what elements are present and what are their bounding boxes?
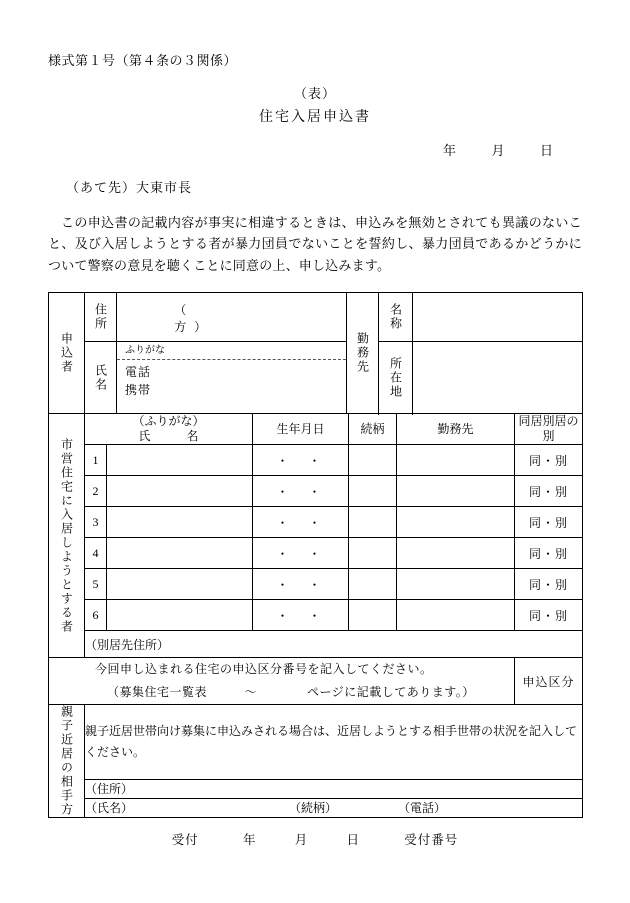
members-header-workplace: 勤務先 — [397, 414, 515, 445]
footer-day: 日 — [346, 832, 361, 847]
workplace-label: 勤務先 — [355, 332, 370, 375]
member-relation-field[interactable] — [349, 445, 397, 476]
member-name-field[interactable] — [107, 569, 253, 600]
date-line — [48, 140, 582, 159]
kinkyo-name-row[interactable] — [85, 798, 583, 817]
member-workplace-field[interactable] — [397, 507, 515, 538]
member-birth-field[interactable]: ・ ・ — [253, 507, 349, 538]
member-relation-field[interactable] — [349, 600, 397, 631]
member-workplace-field[interactable] — [397, 538, 515, 569]
member-name-field[interactable] — [107, 538, 253, 569]
name-label-cell — [85, 342, 117, 414]
member-same-or-separate[interactable]: 同・別 — [515, 445, 583, 476]
footer-reception-line — [48, 830, 582, 848]
members-side-label: 市営住宅に入居しようとする者 — [59, 437, 74, 634]
statement-text: この申込書の記載内容が事実に相違するときは、申込みを無効とされても異議のないこと、及び入居しようとする者が暴力団員でないことを誓約し、暴力団員であるかどうかについて警察の意見を聴くことに同意の上、申し込みます。 — [48, 215, 582, 273]
member-birth-field[interactable]: ・ ・ — [253, 600, 349, 631]
member-birth-field[interactable]: ・ ・ — [253, 476, 349, 507]
applicant-address-field[interactable] — [117, 293, 347, 342]
kinkyo-relation-label: （続柄） — [289, 801, 338, 816]
member-row-no: 5 — [85, 569, 107, 600]
members-header-name — [85, 414, 253, 445]
name-label: 氏名 — [93, 363, 108, 392]
date-year: 年 — [442, 143, 457, 158]
application-division-table — [48, 657, 583, 705]
member-relation-field[interactable] — [349, 569, 397, 600]
members-header-relation: 続柄 — [349, 414, 397, 445]
member-row-no: 1 — [85, 445, 107, 476]
members-header-furigana: （ふりがな） — [132, 414, 205, 429]
footer-reception-number-label: 受付番号 — [404, 832, 459, 847]
kinkyo-side-label: 親子近居の相手方 — [59, 704, 74, 817]
member-name-field[interactable] — [107, 445, 253, 476]
applicant-table — [48, 292, 583, 414]
footer-year: 年 — [242, 832, 257, 847]
applicant-furigana-field[interactable] — [117, 342, 347, 414]
date-day: 日 — [539, 143, 554, 158]
footer-reception-label: 受付 — [171, 832, 199, 847]
member-name-field[interactable] — [107, 600, 253, 631]
member-birth-field[interactable]: ・ ・ — [253, 569, 349, 600]
date-month: 月 — [491, 143, 506, 158]
document-heading — [48, 83, 582, 126]
separate-address-field[interactable] — [85, 631, 583, 658]
address-kata-mark: （ 方） — [174, 303, 275, 335]
work-address-label: 所在地 — [388, 356, 403, 399]
applicant-label: 申込者 — [59, 332, 74, 375]
member-row-no: 3 — [85, 507, 107, 538]
member-row-no: 4 — [85, 538, 107, 569]
work-address-label-cell — [379, 342, 413, 414]
work-name-label-cell — [379, 293, 413, 342]
application-line-2: （募集住宅一覧表 〜 ページに記載してあります。） — [107, 685, 475, 700]
separate-address-label: （別居先住所） — [85, 637, 170, 652]
heading-sub: （表） — [293, 86, 336, 101]
kinkyo-instructions: 親子近居世帯向け募集に申込みされる場合は、近居しようとする相手世帯の状況を記入してください。 — [85, 704, 583, 779]
member-birth-field[interactable]: ・ ・ — [253, 445, 349, 476]
member-relation-field[interactable] — [349, 507, 397, 538]
application-kubun-field[interactable] — [515, 658, 583, 705]
work-address-field[interactable] — [413, 342, 583, 414]
member-relation-field[interactable] — [349, 538, 397, 569]
form-number: 様式第１号（第４条の３関係） — [48, 53, 238, 68]
applicant-name-contact-field[interactable] — [117, 360, 346, 413]
kinkyo-tel-label: （電話） — [398, 801, 447, 816]
kinkyo-address-label: （住所） — [85, 782, 134, 797]
member-same-or-separate[interactable]: 同・別 — [515, 538, 583, 569]
furigana-label: ふりがな — [117, 342, 346, 360]
statement-paragraph — [48, 212, 582, 276]
work-name-label: 名称 — [388, 303, 403, 332]
member-name-field[interactable] — [107, 507, 253, 538]
addressee: （あて先）大東市長 — [66, 180, 193, 195]
application-line-1: 今回申し込まれる住宅の申込区分番号を記入してください。 — [95, 662, 433, 677]
footer-month: 月 — [294, 832, 309, 847]
address-label: 住所 — [93, 303, 108, 332]
kinkyo-name-label: （氏名） — [85, 801, 134, 816]
heading-title: 住宅入居申込書 — [259, 110, 371, 125]
work-name-field[interactable] — [413, 293, 583, 342]
member-same-or-separate[interactable]: 同・別 — [515, 600, 583, 631]
member-row-no: 2 — [85, 476, 107, 507]
members-side-label-cell — [49, 414, 85, 658]
members-header-same-or-separate: 同居別居の 別 — [515, 414, 583, 445]
member-workplace-field[interactable] — [397, 569, 515, 600]
member-relation-field[interactable] — [349, 476, 397, 507]
member-workplace-field[interactable] — [397, 600, 515, 631]
address-label-cell — [85, 293, 117, 342]
member-same-or-separate[interactable]: 同・別 — [515, 507, 583, 538]
application-instructions — [49, 658, 515, 705]
kinkyo-address-field[interactable] — [85, 779, 583, 798]
kinkyo-table — [48, 704, 583, 818]
member-same-or-separate[interactable]: 同・別 — [515, 476, 583, 507]
member-name-field[interactable] — [107, 476, 253, 507]
workplace-label-cell — [347, 293, 379, 414]
member-workplace-field[interactable] — [397, 476, 515, 507]
members-header-name-label: 氏 名 — [138, 429, 199, 444]
member-same-or-separate[interactable]: 同・別 — [515, 569, 583, 600]
member-row-no: 6 — [85, 600, 107, 631]
kinkyo-side-label-cell — [49, 704, 85, 817]
member-workplace-field[interactable] — [397, 445, 515, 476]
mobile-label: 携帯 — [125, 383, 152, 398]
member-birth-field[interactable]: ・ ・ — [253, 538, 349, 569]
tel-label: 電話 — [125, 365, 152, 380]
members-header-birth: 生年月日 — [253, 414, 349, 445]
applicant-label-cell — [49, 293, 85, 414]
members-table — [48, 413, 603, 658]
application-kubun-label: 申込区分 — [522, 674, 575, 689]
